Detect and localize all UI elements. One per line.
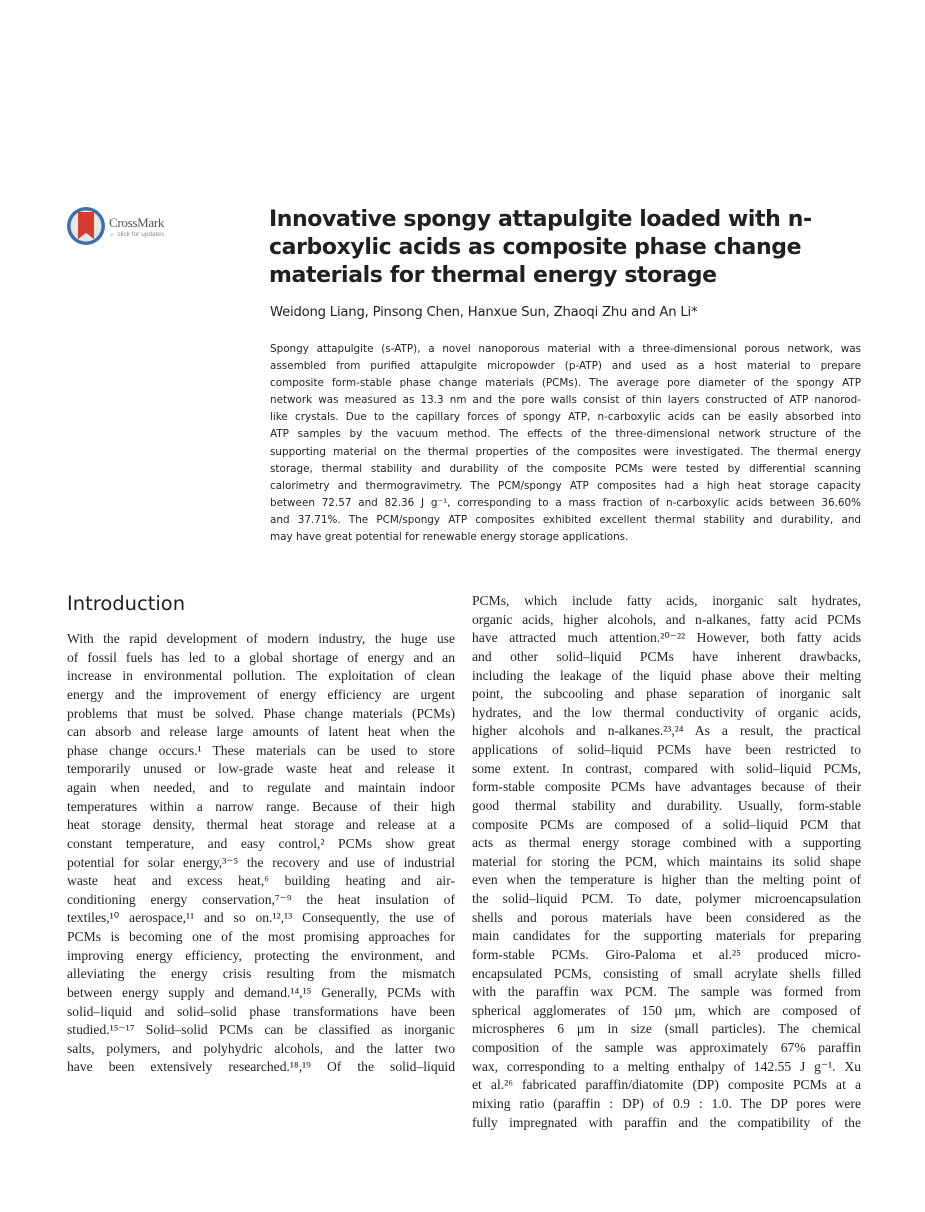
- text-line: microspheres 6 μm in size (small particles). The chemical: [472, 1021, 861, 1037]
- text-line: of fossil fuels has led to a global shortage of energy and an: [67, 649, 455, 665]
- text-line: composite PCMs are composed of a solid–liquid PCM that: [472, 816, 861, 832]
- text-line: the solid–liquid PCM. To date, polymer microencapsulation: [472, 891, 861, 906]
- title-line: carboxylic acids as composite phase change: [269, 235, 802, 260]
- text-line: calorimetry and thermogravimetry. The PCM/spongy ATP composites had a high heat storage capacity: [270, 479, 861, 492]
- text-line: Spongy attapulgite (s-ATP), a novel nanoporous material with a three-dimensional porous network, was: [270, 343, 861, 355]
- text-line: main candidates for the supporting materials for preparing: [472, 928, 861, 944]
- text-line: shells and porous materials have been considered as the: [472, 909, 861, 925]
- text-line: PCMs, which include fatty acids, inorganic salt hydrates,: [472, 593, 861, 608]
- text-line: improving energy efficiency, protecting the environment, and: [67, 947, 455, 963]
- text-line: studied.¹⁵⁻¹⁷ Solid–solid PCMs can be classified as inorganic: [67, 1022, 455, 1038]
- arrow-left-icon: ←: [109, 231, 116, 238]
- text-line: between 72.57 and 82.36 J g⁻¹, corresponding to a mass fraction of n-carboxylic acids between 36.60%: [270, 496, 861, 509]
- text-line: between energy supply and demand.¹⁴,¹⁵ Generally, PCMs with: [67, 984, 455, 1000]
- text-line: and other solid–liquid PCMs have inherent drawbacks,: [472, 648, 861, 664]
- abstract: [270, 341, 861, 546]
- text-line: temporarily unused or low-grade waste heat and release it: [67, 761, 455, 777]
- text-line: network was measured as 13.3 nm and the pore walls consist of thin layers constructed of ATP nanorod-: [270, 394, 861, 407]
- text-line: can absorb and release large amounts of latent heat when the: [67, 724, 455, 740]
- text-line: even when the temperature is higher than the melting point of: [472, 872, 861, 888]
- text-line: have been extensively researched.¹⁸,¹⁹ Of the solid–liquid: [67, 1059, 455, 1075]
- text-line: phase change occurs.¹ These materials can be used to store: [67, 742, 455, 758]
- text-line: problems that must be solved. Phase change materials (PCMs): [67, 705, 455, 721]
- text-line: material for storing the PCM, which maintains its solid shape: [472, 853, 861, 869]
- text-line: higher alcohols and n-alkanes.²³,²⁴ As a result, the practical: [472, 723, 861, 739]
- text-line: assembled from purified attapulgite micropowder (p-ATP) and used as a host material to prepare: [270, 360, 861, 373]
- text-line: alleviating the energy crisis resulting from the mismatch: [67, 966, 455, 982]
- text-line: With the rapid development of modern industry, the huge use: [67, 631, 455, 646]
- text-line: spherical agglomerates of 150 μm, which are composed of: [472, 1002, 861, 1018]
- text-line: some extent. In contrast, compared with solid–liquid PCMs,: [472, 760, 861, 776]
- text-line: mixing ratio (paraffin : DP) of 0.9 : 1.0. The DP pores were: [472, 1095, 861, 1111]
- article-title: [269, 206, 869, 290]
- text-line: solid–liquid and solid–solid phase transformations have been: [67, 1003, 455, 1019]
- text-line: good thermal stability and durability. Usually, form-stable: [472, 797, 861, 813]
- author-list: Weidong Liang, Pinsong Chen, Hanxue Sun, Zhaoqi Zhu and An Li*: [270, 305, 698, 320]
- text-line: salts, polymers, and polyhydric alcohols, and the latter two: [67, 1040, 455, 1056]
- crossmark-icon: [66, 206, 106, 246]
- text-line: energy and the improvement of energy efficiency are urgent: [67, 686, 455, 702]
- crossmark-sublabel-text: click for updates: [117, 231, 165, 238]
- text-line: form-stable PCMs. Giro-Paloma et al.²⁵ produced micro-: [472, 946, 861, 962]
- text-line: textiles,¹⁰ aerospace,¹¹ and so on.¹²,¹³ Consequently, the use of: [67, 910, 455, 926]
- text-line: composite form-stable phase change materials (PCMs). The average pore diameter of the spongy ATP: [270, 377, 861, 390]
- text-line: form-stable composite PCMs have advantages because of their: [472, 779, 861, 795]
- text-line: constant temperature, and easy control,² PCMs show great: [67, 835, 455, 851]
- text-line: potential for solar energy,³⁻⁵ the recovery and use of industrial: [67, 854, 455, 870]
- text-line: conditioning energy conservation,⁷⁻⁹ the heat insulation of: [67, 891, 455, 907]
- text-line: temperatures within a narrow range. Because of their high: [67, 798, 455, 814]
- text-line: fully impregnated with paraffin and the compatibility of the: [472, 1114, 861, 1130]
- text-line: heat storage density, thermal heat storage and release at a: [67, 817, 455, 833]
- text-line: waste heat and excess heat,⁶ building heating and air-: [67, 873, 455, 889]
- text-line: supporting material on the thermal properties of the composites were investigated. The thermal energy: [270, 445, 861, 458]
- text-line: ATP samples by the vacuum method. The effects of the three-dimensional network structure of the: [270, 428, 861, 441]
- text-line: et al.²⁶ fabricated paraffin/diatomite (DP) composite PCMs at a: [472, 1077, 861, 1093]
- right-column: [472, 592, 861, 1132]
- text-line: increase in environmental pollution. The exploitation of clean: [67, 668, 455, 684]
- text-line: wax, corresponding to a melting enthalpy of 142.55 J g⁻¹. Xu: [472, 1058, 861, 1074]
- text-line: applications of solid–liquid PCMs have been restricted to: [472, 742, 861, 757]
- text-line: may have great potential for renewable energy storage applications.: [270, 531, 629, 544]
- text-line: organic acids, higher alcohols, and n-alkanes, fatty acid PCMs: [472, 611, 861, 627]
- text-line: including the leakage of the liquid phase above their melting: [472, 667, 861, 683]
- text-line: acts as thermal energy storage combined with a supporting: [472, 835, 861, 851]
- crossmark-label: CrossMark: [109, 215, 165, 230]
- text-line: PCMs is becoming one of the most promising approaches for: [67, 929, 455, 944]
- text-line: composition of the sample was approximately 67% paraffin: [472, 1040, 861, 1055]
- crossmark-badge[interactable]: [66, 206, 206, 248]
- text-line: with the paraffin wax PCM. The sample was formed from: [472, 984, 861, 1000]
- text-line: again when needed, and to regulate and maintain indoor: [67, 780, 455, 795]
- crossmark-sublabel: [109, 231, 164, 238]
- left-column: [67, 630, 455, 1077]
- text-line: like crystals. Due to the capillary forces of spongy ATP, n-carboxylic acids can be easily absorbed into: [270, 411, 861, 424]
- section-heading: Introduction: [67, 592, 186, 615]
- text-line: have attracted much attention.²⁰⁻²² However, both fatty acids: [472, 630, 861, 646]
- text-line: storage, thermal stability and durability of the composite PCMs were tested by differential scanning: [270, 462, 861, 475]
- title-line: Innovative spongy attapulgite loaded with n-: [269, 207, 812, 232]
- title-line: materials for thermal energy storage: [269, 263, 717, 288]
- text-line: point, the subcooling and phase separation of inorganic salt: [472, 686, 861, 702]
- text-line: hydrates, and the low thermal conductivity of organic acids,: [472, 704, 861, 720]
- text-line: encapsulated PCMs, consisting of small acrylate shells filled: [472, 965, 861, 981]
- text-line: and 37.71%. The PCM/spongy ATP composites exhibited excellent thermal stability and durability, and: [270, 513, 861, 526]
